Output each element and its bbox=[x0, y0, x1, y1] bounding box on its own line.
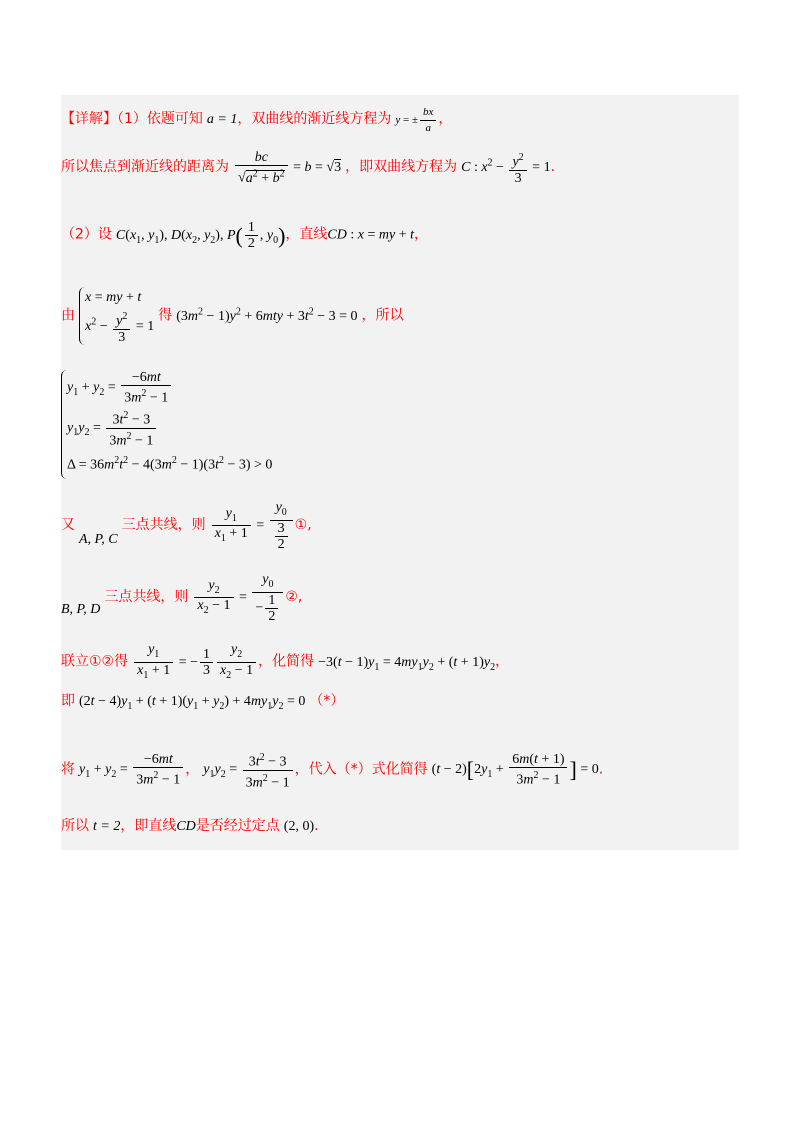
line-cd: CD bbox=[176, 819, 196, 834]
line-11 bbox=[61, 815, 319, 835]
from-text: 由 bbox=[61, 307, 75, 324]
line-5 bbox=[61, 370, 272, 479]
points-definition: $C(x_1$, $y_1$), $D(x_2$, $y_2$), P( $\frac{1}{2}$ , $y_0$) bbox=[115, 220, 286, 251]
line-10-end: . bbox=[598, 761, 604, 778]
line-3 bbox=[61, 220, 428, 251]
star-equation: $(2t - 4)y_1 + (t + 1)(y_1 + y_2) + 4my_1y_2 = 0$ bbox=[79, 694, 306, 712]
line-2-end: . bbox=[550, 159, 556, 176]
so-text: ，所以 bbox=[361, 307, 404, 324]
line-1 bbox=[61, 105, 452, 136]
collinear-text-1: 三点共线，则 bbox=[121, 517, 206, 534]
distance-formula: $\frac{bc}{√a^2 + b^2}$ = b = √3 bbox=[233, 160, 341, 175]
line-9 bbox=[61, 690, 344, 712]
star-tag: （*） bbox=[309, 693, 345, 709]
hyperbola-text: ，即双曲线方程为 bbox=[345, 159, 458, 176]
substitute-text: 将 bbox=[61, 761, 75, 778]
therefore-text: 所以 bbox=[61, 818, 89, 834]
combined-equation: $\frac{y_1}{x_1 + 1}$ = − $\frac{1}{3}$ $\frac{y_2}{x_2 - 1}$ bbox=[132, 655, 258, 670]
line-10 bbox=[61, 750, 603, 790]
line-8 bbox=[61, 642, 509, 683]
mark-2: ②, bbox=[285, 589, 303, 606]
points-apc: A, P, C bbox=[79, 532, 118, 548]
points-bpd: B, P, D bbox=[61, 602, 101, 618]
namely-text: 即 bbox=[61, 693, 75, 709]
combine-text: 联立①②得 bbox=[61, 653, 129, 670]
plug-in-text: ，代入（*）式化简得 bbox=[294, 761, 428, 778]
part2-intro: （2）设 bbox=[61, 226, 112, 243]
also-text: 又 bbox=[61, 517, 75, 534]
line-6 bbox=[61, 500, 312, 552]
solution-title: 【详解】 bbox=[61, 111, 117, 128]
line-4 bbox=[61, 287, 404, 345]
collinear-equation-1: $\frac{y_1}{x_1 + 1}$ = $\frac{y_0}{\frac{3}{2}}$ bbox=[210, 518, 295, 533]
distance-text: 所以焦点到渐近线的距离为 bbox=[61, 159, 229, 176]
a-equals-1: a = 1 bbox=[206, 112, 238, 128]
asymptote-text: ，双曲线的渐近线方程为 bbox=[237, 111, 392, 128]
simplify-text: ，化简得 bbox=[258, 653, 315, 670]
t-value: t = 2 bbox=[93, 819, 121, 834]
system-equations: x = my + t $x^2$ − $\frac{y^2}{3}$ = 1 bbox=[79, 287, 154, 345]
simplified-equation: $-3(t - 1)y_1 = 4my_1y_2 + (t + 1)y_2$ bbox=[318, 654, 496, 673]
line-1-end: ， bbox=[438, 111, 453, 128]
line-8-end: ， bbox=[495, 653, 510, 670]
final-equation: $(t - 2)[2y_1$ + $\frac{6m(t + 1)}{3m^2 - 1}$ ] = 0 bbox=[431, 752, 599, 788]
fixed-point-text: 是否经过定点 bbox=[195, 818, 280, 834]
line-equation: CD : x = my + t bbox=[327, 227, 414, 243]
line-3-end: ， bbox=[413, 226, 428, 243]
quadratic-equation: $(3m^2 - 1)y^2 + 6mty + 3t^2 - 3 = 0$ bbox=[176, 305, 358, 324]
hyperbola-equation: C : $x^2$ − $\frac{y^2}{3}$ = 1 bbox=[461, 152, 551, 186]
sum-relation: $y_1 + y_2$ = $\frac{-6mt}{3m^2 - 1}$ bbox=[79, 762, 185, 777]
product-relation: $y_1y_2$ = $\frac{3t^2 - 3}{3m^2 - 1}$ bbox=[203, 762, 294, 777]
comma: ， bbox=[185, 761, 200, 778]
line-2 bbox=[61, 150, 555, 186]
fixed-point: (2, 0) bbox=[283, 819, 315, 834]
line-11-end: . bbox=[314, 818, 319, 834]
collinear-equation-2: $\frac{y_2}{x_2 - 1}$ = $y_0$ − $\frac{1}{2}$ bbox=[192, 590, 285, 605]
line-7 bbox=[61, 572, 302, 624]
vieta-system: $y_1 + y_2$ = $\frac{-6mt}{3m^2 - 1}$ $y_1y_2$ = $\frac{3t^2 - 3}{3m^2 - 1}$ $\Delta = 36m^2t^2 - 4(3m^2 - 1)(3t^2 - 3) > 0$ bbox=[61, 370, 272, 479]
collinear-text-2: 三点共线，则 bbox=[104, 589, 189, 606]
mark-1: ①, bbox=[294, 517, 312, 534]
line-text: ，直线 bbox=[285, 226, 328, 243]
part1-intro: （1）依题可知 bbox=[117, 111, 203, 128]
namely-line-text: ，即直线 bbox=[120, 818, 177, 834]
asymptote-formula: y = ± $\frac{bx}{a}$ bbox=[395, 114, 438, 126]
get-text: 得 bbox=[158, 307, 173, 324]
